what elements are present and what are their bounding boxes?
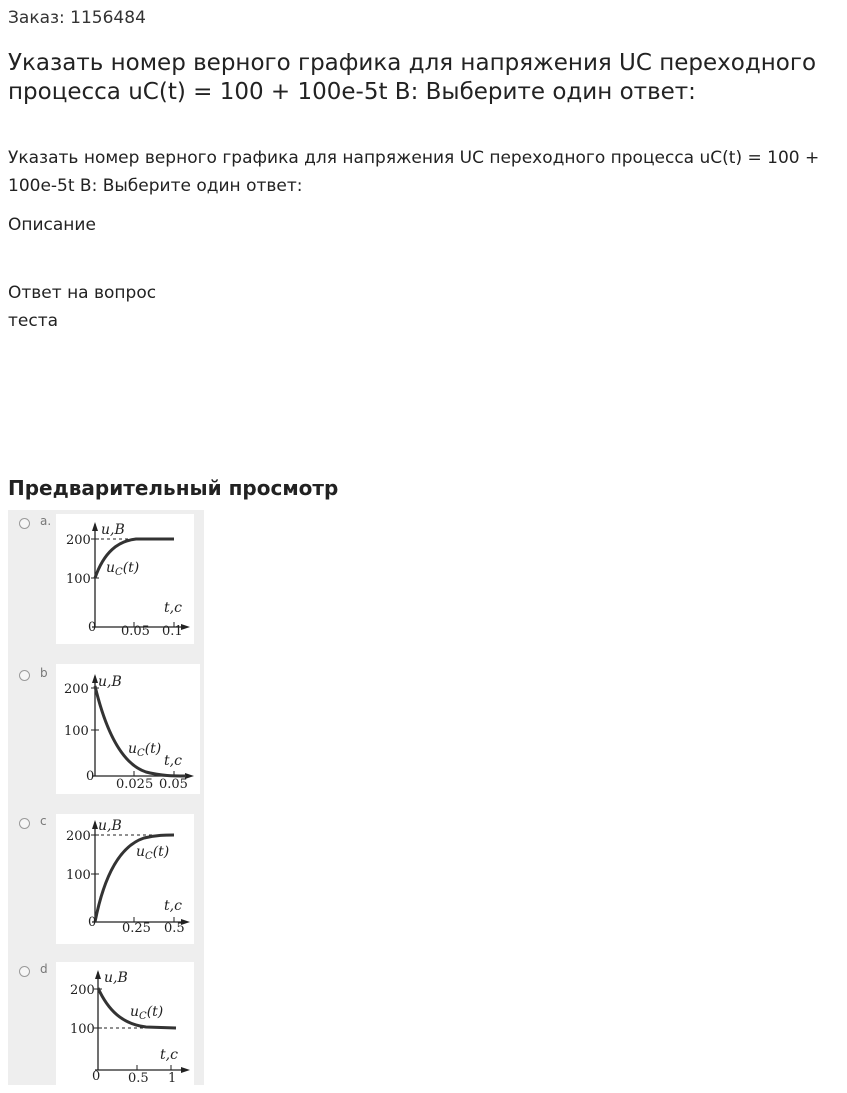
y-axis-label: u,В	[101, 522, 125, 538]
question-text: Указать номер верного графика для напряжения UC переходного процесса uC(t) = 100 + 100e-5t В: Выберите один ответ:	[8, 148, 820, 196]
radio-button-b[interactable]	[19, 670, 30, 681]
x-tick-label-end: 0.05	[159, 777, 188, 792]
x-axis-label: t,c	[164, 753, 182, 769]
x-tick-label-0: 0	[88, 620, 97, 635]
graph-a-svg	[56, 514, 194, 644]
x-tick-label-0: 0	[88, 915, 97, 930]
preview-heading: Предварительный просмотр	[8, 476, 339, 500]
x-tick-label-mid: 0.5	[128, 1071, 149, 1085]
x-tick-label-mid: 0.25	[122, 921, 151, 936]
y-tick-label-200: 200	[66, 533, 91, 548]
x-axis-label: t,c	[164, 898, 182, 914]
graph-d	[56, 962, 194, 1085]
x-tick-label-mid: 0.05	[121, 624, 150, 639]
curve-label: $u_C(t)$	[136, 844, 170, 862]
answer-option-c[interactable]	[8, 810, 204, 960]
curve-label: $u_C(t)$	[128, 741, 162, 759]
radio-button-c[interactable]	[19, 818, 30, 829]
description-label: Описание	[8, 215, 96, 235]
curve-label: $u_C(t)$	[106, 560, 140, 578]
option-letter-d: d	[40, 962, 48, 976]
graph-d-svg	[56, 962, 194, 1085]
option-letter-b: b	[40, 666, 48, 680]
y-tick-label-100: 100	[66, 572, 91, 587]
radio-button-a[interactable]	[19, 518, 30, 529]
y-tick-label-100: 100	[70, 1022, 95, 1037]
y-tick-label-100: 100	[64, 724, 89, 739]
y-tick-label-200: 200	[70, 983, 95, 998]
answer-label: Ответ на вопрос теста	[8, 283, 157, 331]
answer-option-b[interactable]	[8, 662, 204, 812]
y-axis-label: u,В	[98, 818, 122, 834]
y-axis-label: u,В	[98, 674, 122, 690]
x-tick-label-mid: 0.025	[116, 777, 154, 792]
x-axis-arrow	[181, 1067, 190, 1073]
y-tick-label-200: 200	[64, 682, 89, 697]
graph-b-svg	[56, 664, 200, 794]
x-tick-label-end: 0.1	[162, 624, 183, 639]
graph-b	[56, 664, 200, 794]
graph-c	[56, 814, 194, 944]
x-tick-label-end: 1	[168, 1071, 177, 1085]
option-letter-a: a.	[40, 514, 52, 528]
answer-option-d[interactable]	[8, 958, 204, 1085]
graph-a	[56, 514, 194, 644]
option-letter-c: c	[40, 814, 47, 828]
answer-option-a[interactable]	[8, 510, 204, 660]
x-axis-label: t,c	[160, 1047, 178, 1063]
x-tick-label-0: 0	[86, 769, 95, 784]
y-tick-label-200: 200	[66, 829, 91, 844]
radio-button-d[interactable]	[19, 966, 30, 977]
answer-options-panel	[8, 510, 204, 1085]
y-tick-label-100: 100	[66, 868, 91, 883]
graph-c-svg	[56, 814, 194, 944]
y-axis-label: u,В	[104, 970, 128, 986]
x-tick-label-0: 0	[92, 1069, 101, 1084]
y-axis-arrow	[92, 522, 98, 531]
page-title: Указать номер верного графика для напряжения UC переходного процесса uC(t) = 100 + 100e-5t В: Выберите один ответ:	[8, 50, 817, 105]
order-number: Заказ: 1156484	[8, 8, 146, 28]
curve-label: $u_C(t)$	[130, 1004, 164, 1022]
y-axis-arrow	[95, 970, 101, 979]
x-tick-label-end: 0.5	[164, 921, 185, 936]
x-axis-label: t,c	[164, 600, 182, 616]
